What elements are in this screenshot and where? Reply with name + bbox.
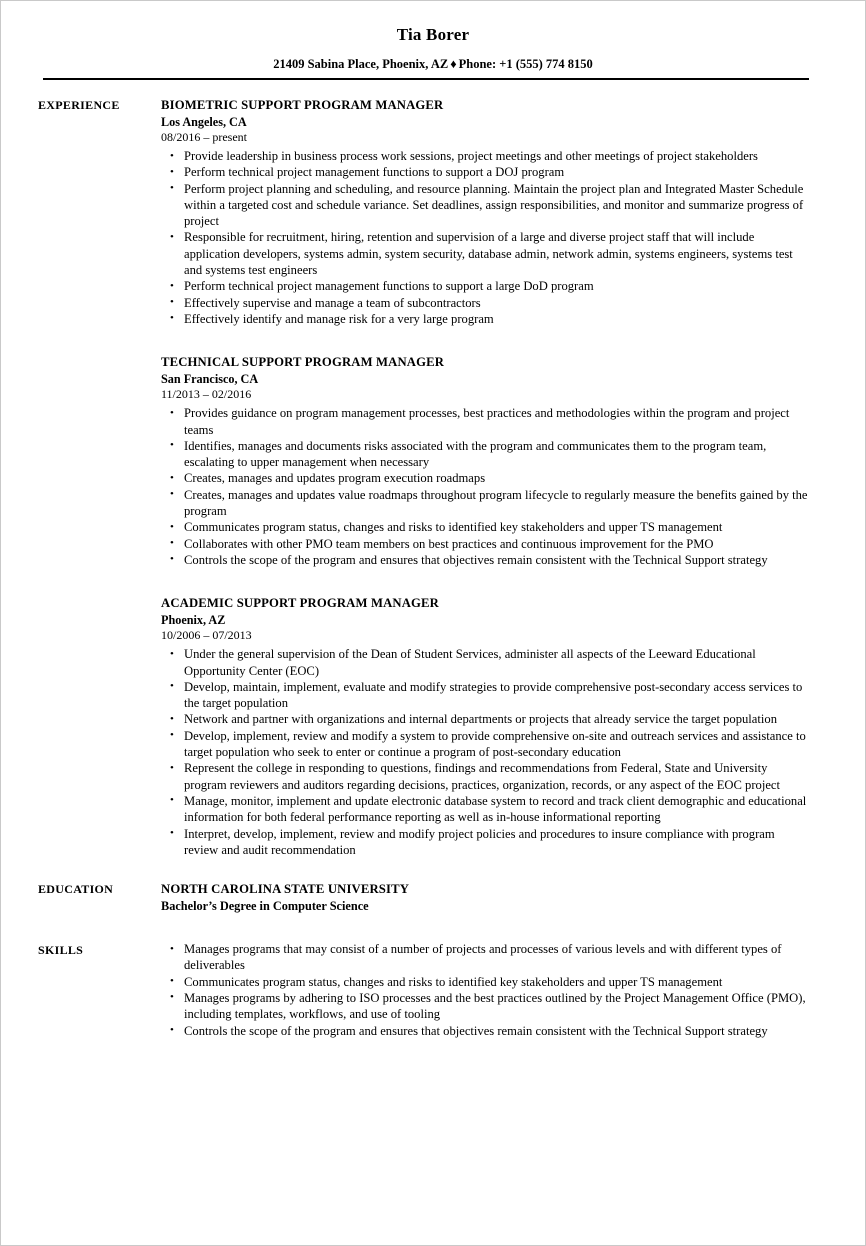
section-label-education: EDUCATION <box>38 882 114 897</box>
job-bullet: • Represent the college in responding to questions, findings and recommendations from Federal, State and University program reviewers and auditors regarding decisions, practices, organization, records, or any aspect of the EOC project <box>161 760 809 793</box>
candidate-address: 21409 Sabina Place, Phoenix, AZ <box>273 57 449 71</box>
job-bullet: • Communicates program status, changes and risks to identified key stakeholders and upper TS management <box>161 519 809 535</box>
education-section <box>1 881 865 914</box>
experience-entry <box>161 97 809 327</box>
job-bullet: • Network and partner with organizations and internal departments or projects that already service the target population <box>161 711 809 727</box>
candidate-name: Tia Borer <box>396 25 470 44</box>
job-bullet: • Creates, manages and updates value roadmaps throughout program lifecycle to regularly measure the benefits gained by the program <box>161 487 809 520</box>
job-bullet: • Controls the scope of the program and ensures that objectives remain consistent with the Technical Support strategy <box>161 552 809 568</box>
education-degree: Bachelor’s Degree in Computer Science <box>161 899 369 914</box>
job-title: ACADEMIC SUPPORT PROGRAM MANAGER <box>161 596 439 611</box>
job-location: San Francisco, CA <box>161 372 259 387</box>
job-bullet: • Responsible for recruitment, hiring, retention and supervision of a large and diverse project staff that will include application developers, systems admin, system security, database admin, network admin, systems engineers, systems test and systems test engineers <box>161 229 809 278</box>
resume-content <box>1 1 865 1245</box>
experience-section <box>1 97 865 858</box>
job-bullet-list <box>161 646 809 858</box>
job-bullet: • Perform technical project management functions to support a DOJ program <box>161 164 809 180</box>
skills-section <box>1 941 865 1039</box>
job-bullet: • Effectively identify and manage risk for a very large program <box>161 311 809 327</box>
job-dates: 08/2016 – present <box>161 130 247 144</box>
section-label-experience: EXPERIENCE <box>38 98 120 112</box>
job-bullet: • Develop, maintain, implement, evaluate and modify strategies to provide comprehensive post-secondary access services to the target population <box>161 679 809 712</box>
skill-bullet: • Controls the scope of the program and ensures that objectives remain consistent with the Technical Support strategy <box>161 1023 809 1039</box>
job-title: BIOMETRIC SUPPORT PROGRAM MANAGER <box>161 98 444 112</box>
diamond-separator-icon: ♦ <box>450 57 457 71</box>
section-label-skills: SKILLS <box>38 943 84 958</box>
skill-bullet: • Manages programs that may consist of a number of projects and processes of various levels and with different types of deliverables <box>161 941 809 974</box>
job-bullet: • Perform project planning and scheduling, and resource planning. Maintain the project plan and Integrated Master Schedule within a targeted cost and schedule variance. Set deadlines, assign responsibilities, and monitor and summarize progress of project <box>161 181 809 230</box>
job-bullet: • Identifies, manages and documents risks associated with the program and communicates them to the program team, escalating to upper management when necessary <box>161 438 809 471</box>
experience-entry <box>161 354 809 568</box>
job-bullet: • Manage, monitor, implement and update electronic database system to record and track client demographic and educational information for both federal performance reporting as well as in-house informational reporting <box>161 793 809 826</box>
job-bullet: • Under the general supervision of the Dean of Student Services, administer all aspects of the Leeward Educational Opportunity Center (EOC) <box>161 646 809 679</box>
job-bullet-list <box>161 148 809 327</box>
education-body <box>161 881 865 914</box>
education-school: NORTH CAROLINA STATE UNIVERSITY <box>161 882 410 897</box>
skill-bullet: • Communicates program status, changes and risks to identified key stakeholders and upper TS management <box>161 974 809 990</box>
job-title: TECHNICAL SUPPORT PROGRAM MANAGER <box>161 355 445 370</box>
skill-bullet: • Manages programs by adhering to ISO processes and the best practices outlined by the Project Management Office (PMO), including templates, workflows, and use of tooling <box>161 990 809 1023</box>
job-dates: 10/2006 – 07/2013 <box>161 628 252 643</box>
job-bullet-list <box>161 405 809 568</box>
job-bullet: • Collaborates with other PMO team members on best practices and continuous improvement for the PMO <box>161 536 809 552</box>
job-location: Los Angeles, CA <box>161 115 247 129</box>
candidate-phone: Phone: +1 (555) 774 8150 <box>458 57 593 71</box>
candidate-contact-line <box>1 57 865 72</box>
experience-entry <box>161 595 809 858</box>
job-bullet: • Effectively supervise and manage a team of subcontractors <box>161 295 809 311</box>
job-bullet: • Interpret, develop, implement, review and modify project policies and procedures to insure compliance with program review and audit recommendation <box>161 826 809 859</box>
experience-body <box>161 97 865 858</box>
job-bullet: • Develop, implement, review and modify a system to provide comprehensive on-site and outreach services and assistance to target population who seek to enter or continue a program of post-secondary education <box>161 728 809 761</box>
job-bullet: • Provide leadership in business process work sessions, project meetings and other meetings of project stakeholders <box>161 148 809 164</box>
skills-bullet-list <box>161 941 809 1039</box>
job-bullet: • Provides guidance on program management processes, best practices and methodologies within the program and project teams <box>161 405 809 438</box>
header-divider <box>43 78 809 80</box>
skills-body <box>161 941 865 1039</box>
job-bullet: • Creates, manages and updates program execution roadmaps <box>161 470 809 486</box>
resume-header <box>1 1 865 72</box>
job-bullet: • Perform technical project management functions to support a large DoD program <box>161 278 809 294</box>
job-location: Phoenix, AZ <box>161 613 226 628</box>
job-dates: 11/2013 – 02/2016 <box>161 387 252 402</box>
